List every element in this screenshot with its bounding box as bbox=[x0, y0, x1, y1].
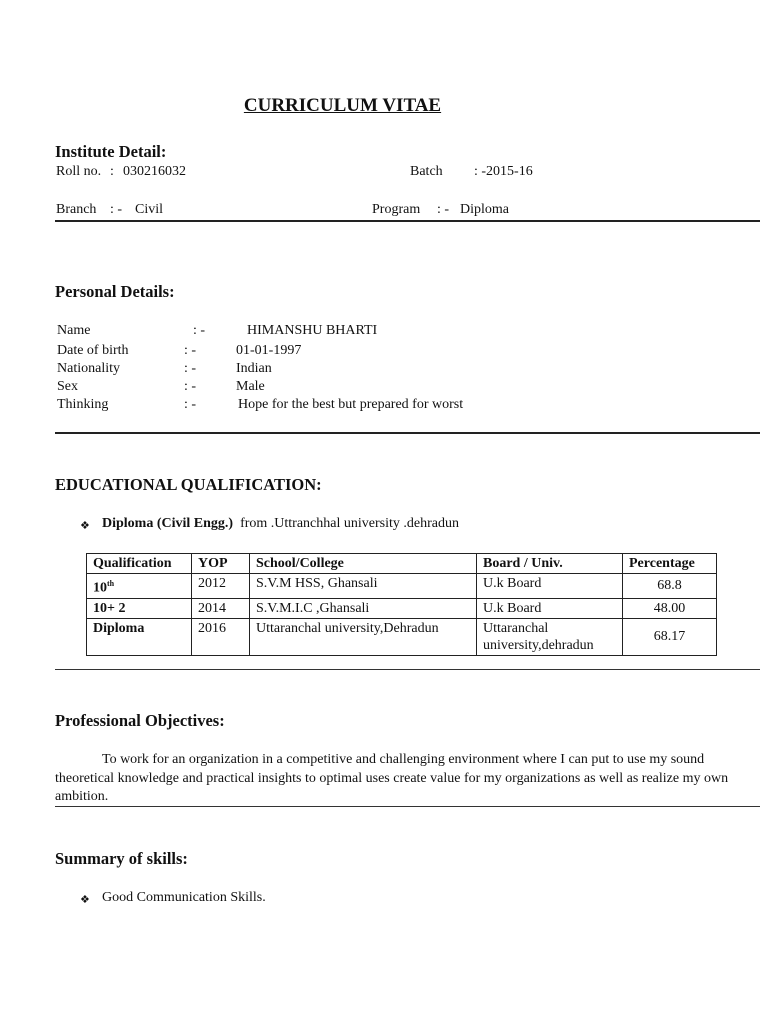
table-header: YOP bbox=[192, 554, 250, 574]
batch-value: : -2015-16 bbox=[474, 164, 533, 179]
personal-sep-thinking: : - bbox=[184, 397, 197, 412]
personal-sep-name: : - bbox=[193, 323, 206, 338]
table-cell-qualification bbox=[87, 574, 192, 599]
qualification-sup: th bbox=[107, 579, 115, 588]
table-row bbox=[87, 618, 717, 655]
table-cell-yop: 2016 bbox=[192, 618, 250, 655]
personal-label-name: Name bbox=[57, 323, 91, 338]
program-sep: : - bbox=[437, 202, 450, 217]
batch-label: Batch bbox=[410, 164, 443, 179]
program-value: Diploma bbox=[460, 202, 509, 217]
table-cell-school: S.V.M HSS, Ghansali bbox=[250, 574, 477, 599]
skills-heading: Summary of skills: bbox=[55, 849, 188, 868]
branch-label: Branch bbox=[56, 202, 97, 217]
roll-value: 030216032 bbox=[123, 164, 186, 179]
document-title: CURRICULUM VITAE bbox=[243, 95, 442, 116]
table-cell-qualification: 10+ 2 bbox=[87, 598, 192, 618]
bullet-icon: ❖ bbox=[80, 894, 90, 906]
personal-label-dob: Date of birth bbox=[57, 343, 129, 358]
education-bullet-rest: from .Uttranchhal university .dehradun bbox=[240, 516, 459, 531]
institute-heading: Institute Detail: bbox=[55, 142, 167, 161]
table-row bbox=[87, 598, 717, 618]
divider-objectives bbox=[55, 806, 760, 807]
roll-label: Roll no. bbox=[56, 164, 102, 179]
table-cell-board: Uttaranchal university,dehradun bbox=[477, 618, 623, 655]
program-label: Program bbox=[372, 202, 421, 217]
qualification-text: 10 bbox=[93, 580, 107, 596]
branch-sep: : - bbox=[110, 202, 123, 217]
table-cell-percentage: 48.00 bbox=[623, 598, 717, 618]
skill-item: Good Communication Skills. bbox=[102, 890, 266, 905]
personal-sep-sex: : - bbox=[184, 379, 197, 394]
divider-personal bbox=[55, 432, 760, 434]
personal-heading: Personal Details: bbox=[55, 282, 175, 301]
personal-label-sex: Sex bbox=[57, 379, 78, 394]
table-cell-school: S.V.M.I.C ,Ghansali bbox=[250, 598, 477, 618]
table-cell-board: U.k Board bbox=[477, 598, 623, 618]
objectives-heading: Professional Objectives: bbox=[55, 711, 225, 730]
table-cell-qualification: Diploma bbox=[87, 618, 192, 655]
table-cell-board: U.k Board bbox=[477, 574, 623, 599]
table-header-row bbox=[87, 554, 717, 574]
objectives-text: To work for an organization in a competitive and challenging environment where I can put to use my sound theoretical knowledge and practical insights to optimal uses create value for my organizations as well as realize my own ambition. bbox=[55, 752, 729, 804]
personal-sep-dob: : - bbox=[184, 343, 197, 358]
divider-education bbox=[55, 669, 760, 670]
table-header: Percentage bbox=[623, 554, 717, 574]
table-header: Qualification bbox=[87, 554, 192, 574]
divider-institute bbox=[55, 220, 760, 222]
bullet-icon: ❖ bbox=[80, 520, 90, 532]
personal-value-nationality: Indian bbox=[236, 361, 272, 376]
table-row bbox=[87, 574, 717, 599]
personal-value-sex: Male bbox=[236, 379, 265, 394]
table-header: Board / Univ. bbox=[477, 554, 623, 574]
personal-value-dob: 01-01-1997 bbox=[236, 343, 302, 358]
education-table bbox=[86, 553, 717, 656]
personal-value-thinking: Hope for the best but prepared for worst bbox=[238, 397, 464, 412]
personal-label-nationality: Nationality bbox=[57, 361, 120, 376]
table-cell-school: Uttaranchal university,Dehradun bbox=[250, 618, 477, 655]
personal-sep-nationality: : - bbox=[184, 361, 197, 376]
branch-value: Civil bbox=[135, 202, 164, 217]
education-bullet-bold: Diploma (Civil Engg.) bbox=[102, 516, 234, 531]
education-bullet-text bbox=[102, 516, 459, 532]
personal-label-thinking: Thinking bbox=[57, 397, 109, 412]
table-header: School/College bbox=[250, 554, 477, 574]
roll-sep: : bbox=[110, 164, 114, 179]
personal-value-name: HIMANSHU BHARTI bbox=[247, 323, 378, 338]
table-cell-percentage: 68.17 bbox=[623, 618, 717, 655]
table-cell-percentage: 68.8 bbox=[623, 574, 717, 599]
table-cell-yop: 2014 bbox=[192, 598, 250, 618]
education-heading: EDUCATIONAL QUALIFICATION: bbox=[55, 475, 322, 494]
table-cell-yop: 2012 bbox=[192, 574, 250, 599]
